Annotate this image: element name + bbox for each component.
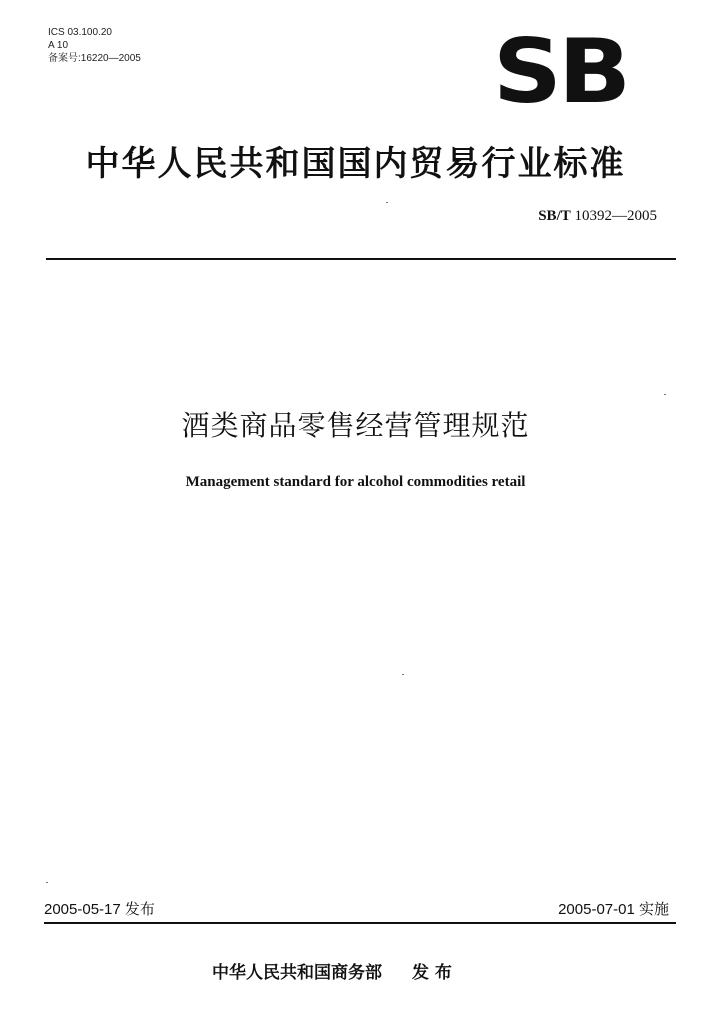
standard-number-value: 10392—2005 [574,208,657,224]
sb-logo-text: SB [492,30,628,110]
sb-logo-mark [485,30,635,110]
ics-code: ICS 03.100.20 [48,27,112,38]
classification-info [48,26,141,65]
issuer-name: 中华人民共和国商务部 [212,963,382,983]
sb-logo [480,26,640,114]
issue-date: 2005-05-17 发布 [44,901,155,918]
scan-speck [664,394,666,395]
scan-speck [46,882,48,883]
scan-speck [402,674,404,675]
document-title-cn: 酒类商品零售经营管理规范 [181,409,530,442]
filing-number: 备案号:16220—2005 [48,53,141,64]
scan-speck [386,202,388,203]
issuer-line [212,958,452,983]
header-divider [46,258,676,260]
industry-standard-title: 中华人民共和国国内贸易行业标准 [85,144,626,184]
implementation-date: 2005-07-01 实施 [558,901,669,918]
release-label: 发 布 [412,963,452,983]
ccs-code: A 10 [48,40,69,51]
standard-code: SB/T [538,208,571,224]
footer-divider [44,922,676,924]
standard-number [538,208,657,225]
document-title-en: Management standard for alcohol commodities retail [185,474,526,490]
